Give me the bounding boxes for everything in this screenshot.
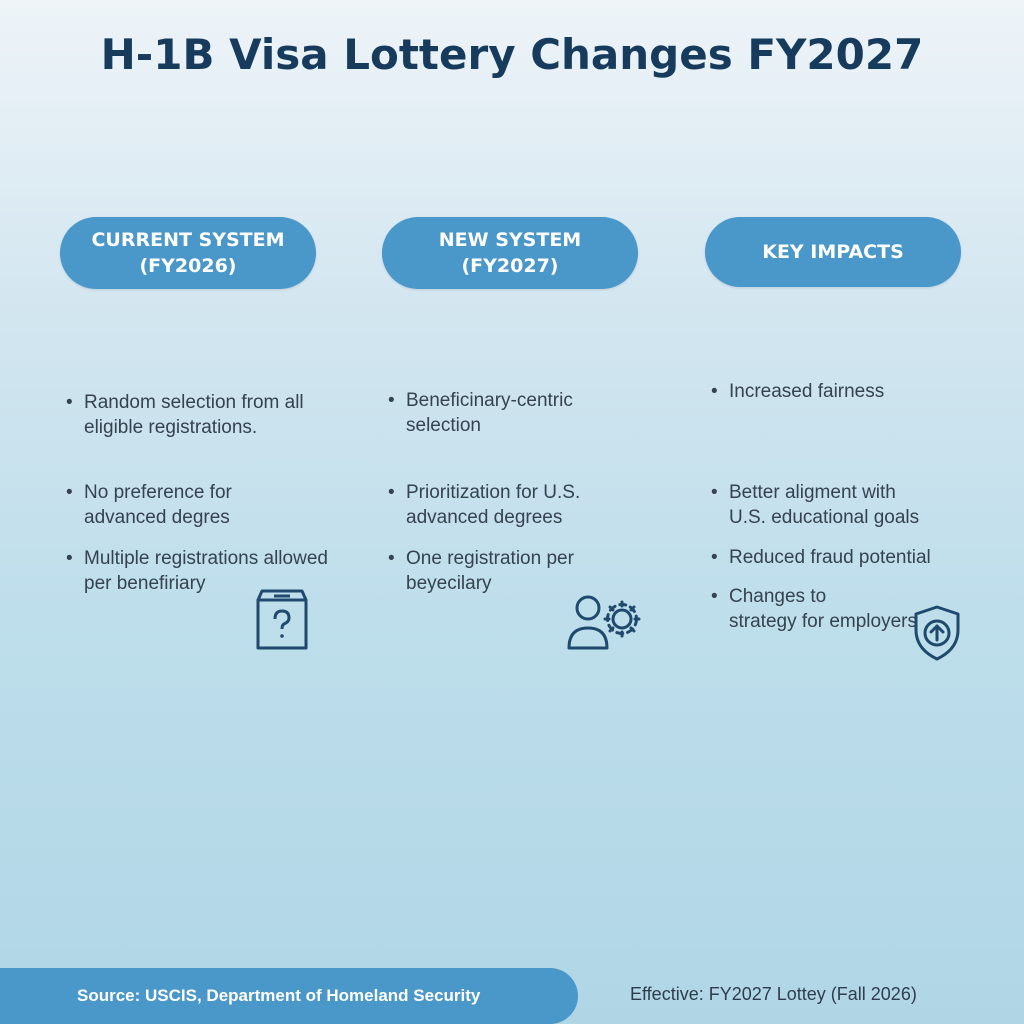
current-system-column	[60, 217, 360, 594]
current-system-header	[60, 217, 316, 289]
new-system-column	[382, 217, 682, 594]
key-impacts-column	[705, 217, 1005, 632]
list-item: • Multiple registrations allowed per benefiriary	[60, 546, 360, 596]
list-item: • No preference for advanced degres	[60, 480, 360, 530]
current-system-year: (FY2026)	[139, 255, 237, 277]
list-item: • One registration per beyecilary	[382, 546, 682, 596]
source-banner	[0, 968, 578, 1024]
list-item: • Random selection from all eligible registrations.	[60, 390, 360, 440]
list-item: • Increased fairness	[705, 379, 1005, 404]
new-system-header	[382, 217, 638, 289]
key-impacts-header	[705, 217, 961, 287]
page-title: H-1B Visa Lottery Changes FY2027	[100, 30, 924, 79]
list-item: • Changes to strategy for employers	[705, 584, 1005, 634]
list-item: • Prioritization for U.S. advanced degrees	[382, 480, 682, 530]
person-gear-icon	[566, 592, 646, 650]
new-system-year: (FY2027)	[461, 255, 559, 277]
current-system-title: CURRENT SYSTEM	[91, 229, 285, 251]
list-item: • Beneficinary-centric selection	[382, 388, 682, 438]
new-system-title: NEW SYSTEM	[438, 229, 582, 251]
list-item: • Better aligment with U.S. educational goals	[705, 480, 1005, 530]
list-item: • Reduced fraud potential	[705, 545, 1005, 570]
source-text: Source: USCIS, Department of Homeland Security	[77, 986, 481, 1005]
effective-date-text: Effective: FY2027 Lottey (Fall 2026)	[630, 984, 917, 1004]
shield-arrow-icon	[912, 604, 962, 662]
question-box-icon	[254, 588, 310, 652]
key-impacts-title: KEY IMPACTS	[762, 241, 904, 263]
